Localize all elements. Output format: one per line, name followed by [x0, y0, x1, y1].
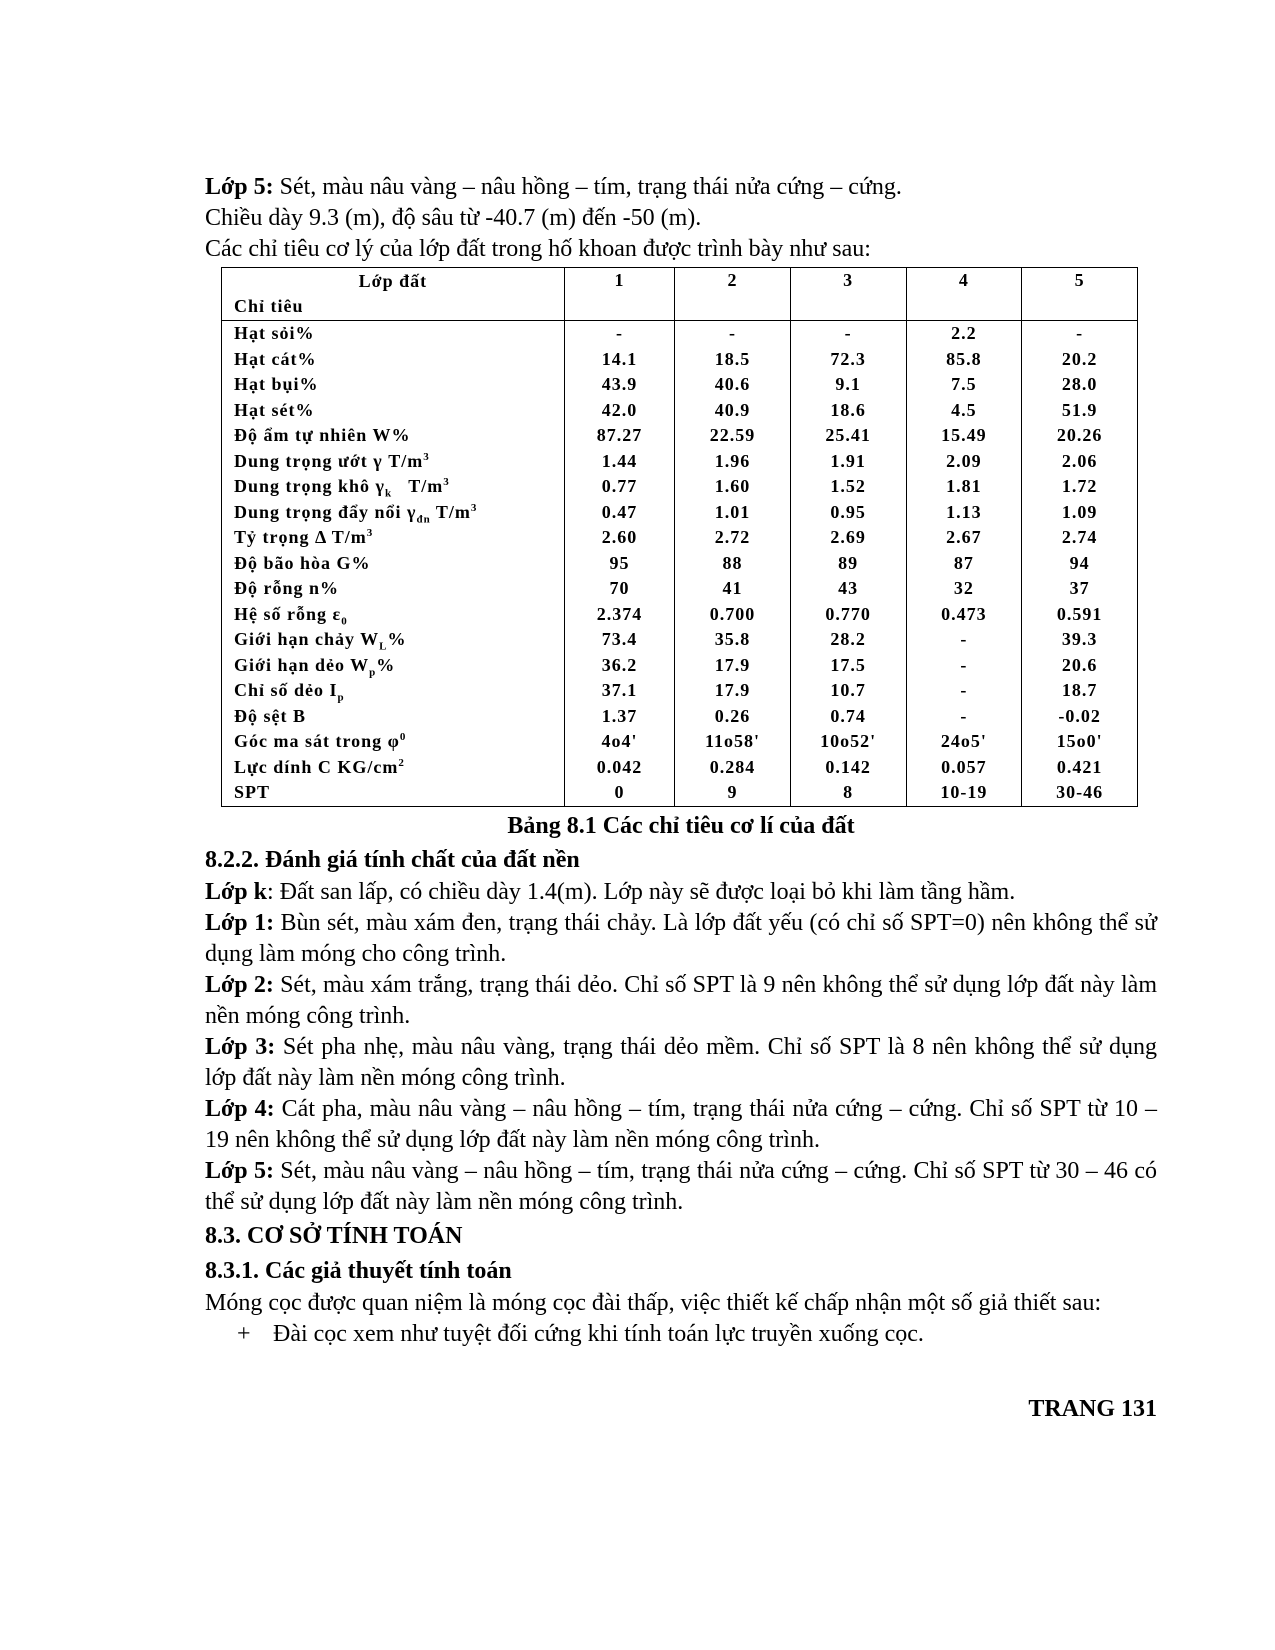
table-row — [222, 678, 1138, 704]
row-label: Độ ẩm tự nhiên W% — [222, 423, 565, 449]
cell-layer-3: 18.6 — [790, 398, 906, 424]
assumption-bullet — [205, 1319, 1157, 1350]
layer-label: Lớp 1: — [205, 909, 275, 936]
layer-text: Bùn sét, màu xám đen, trạng thái chảy. Là lớp đất yếu (có chỉ số SPT=0) nên không thể sử dụng làm móng cho công trình. — [205, 909, 1157, 967]
cell-layer-5: -0.02 — [1022, 704, 1138, 730]
cell-layer-4: 10-19 — [906, 780, 1022, 806]
cell-layer-3: 9.1 — [790, 372, 906, 398]
cell-layer-5: 28.0 — [1022, 372, 1138, 398]
cell-layer-1: 70 — [564, 576, 674, 602]
document-page — [205, 172, 1157, 1350]
cell-layer-1: 37.1 — [564, 678, 674, 704]
table-body — [222, 321, 1138, 807]
cell-layer-5: 1.72 — [1022, 474, 1138, 500]
cell-layer-3: 0.142 — [790, 755, 906, 781]
layer-label: Lớp 4: — [205, 1095, 275, 1122]
cell-layer-3: 0.770 — [790, 602, 906, 628]
layer-paragraph — [205, 1032, 1157, 1094]
table-row — [222, 372, 1138, 398]
row-label: Tỷ trọng Δ $T/m^3$ — [222, 525, 565, 551]
row-label: Hạt sét% — [222, 398, 565, 424]
table-row — [222, 500, 1138, 526]
table-row — [222, 704, 1138, 730]
cell-layer-1: 0.77 — [564, 474, 674, 500]
cell-layer-2: 9 — [675, 780, 791, 806]
cell-layer-4: 4.5 — [906, 398, 1022, 424]
row-label: Độ rỗng n% — [222, 576, 565, 602]
cell-layer-1: 95 — [564, 551, 674, 577]
row-label: Độ sệt B — [222, 704, 565, 730]
layer-text: Sét, màu xám trắng, trạng thái dẻo. Chỉ số SPT là 9 nên không thể sử dụng lớp đất này làm nền móng công trình. — [205, 971, 1157, 1029]
table-row — [222, 474, 1138, 500]
cell-layer-2: 40.9 — [675, 398, 791, 424]
cell-layer-1: 42.0 — [564, 398, 674, 424]
cell-layer-4: 85.8 — [906, 347, 1022, 373]
cell-layer-3: - — [790, 321, 906, 347]
cell-layer-5: 20.6 — [1022, 653, 1138, 679]
page-number: TRANG 131 — [1028, 1396, 1157, 1422]
cell-layer-3: 72.3 — [790, 347, 906, 373]
cell-layer-4: - — [906, 627, 1022, 653]
table-row — [222, 347, 1138, 373]
cell-layer-5: 30-46 — [1022, 780, 1138, 806]
column-header-2: 2 — [675, 268, 791, 321]
row-label: Hệ số rỗng $\varepsilon_0$ — [222, 602, 565, 628]
cell-layer-4: - — [906, 653, 1022, 679]
cell-layer-3: 8 — [790, 780, 906, 806]
cell-layer-4: 0.473 — [906, 602, 1022, 628]
cell-layer-3: 0.74 — [790, 704, 906, 730]
cell-layer-5: 20.26 — [1022, 423, 1138, 449]
cell-layer-5: 18.7 — [1022, 678, 1138, 704]
cell-layer-1: - — [564, 321, 674, 347]
layer-label: Lớp 5: — [205, 1157, 274, 1184]
cell-layer-5: 15o0' — [1022, 729, 1138, 755]
cell-layer-4: 32 — [906, 576, 1022, 602]
cell-layer-3: 10o52' — [790, 729, 906, 755]
table-row — [222, 576, 1138, 602]
cell-layer-2: 17.9 — [675, 653, 791, 679]
cell-layer-2: 1.01 — [675, 500, 791, 526]
table-row — [222, 729, 1138, 755]
table-row — [222, 627, 1138, 653]
cell-layer-5: 2.74 — [1022, 525, 1138, 551]
intro-layer5: Lớp 5: Sét, màu nâu vàng – nâu hồng – tím, trạng thái nửa cứng – cứng. — [205, 174, 902, 200]
table-row — [222, 423, 1138, 449]
cell-layer-5: 39.3 — [1022, 627, 1138, 653]
section-831-paragraph: Móng cọc được quan niệm là móng cọc đài thấp, việc thiết kế chấp nhận một số giả thiết sau: — [205, 1289, 1102, 1316]
layer-paragraph — [205, 877, 1157, 908]
row-label: Độ bão hòa G% — [222, 551, 565, 577]
layer-text: : Đất san lấp, có chiều dày 1.4(m). Lớp này sẽ được loại bỏ khi làm tầng hầm. — [267, 878, 1016, 905]
row-label: Giới hạn dẻo $W_p\%$ — [222, 653, 565, 679]
cell-layer-2: 0.26 — [675, 704, 791, 730]
table-row — [222, 551, 1138, 577]
cell-layer-5: 94 — [1022, 551, 1138, 577]
row-label: Hạt bụi% — [222, 372, 565, 398]
layer-label: Lớp 3: — [205, 1033, 276, 1060]
cell-layer-3: 1.52 — [790, 474, 906, 500]
cell-layer-2: 88 — [675, 551, 791, 577]
intro-thickness: Chiều dày 9.3 (m), độ sâu từ -40.7 (m) đến -50 (m). — [205, 205, 702, 231]
row-label: Chỉ số dẻo $I_p$ — [222, 678, 565, 704]
row-label: Giới hạn chảy $W_L\%$ — [222, 627, 565, 653]
cell-layer-2: 35.8 — [675, 627, 791, 653]
bullet-mark: + — [237, 1320, 251, 1347]
layer-paragraph — [205, 970, 1157, 1032]
layer-text: Sét pha nhẹ, màu nâu vàng, trạng thái dẻo mềm. Chỉ số SPT là 8 nên không thể sử dụng lớp đất này làm nền móng công trình. — [205, 1033, 1158, 1091]
row-label: Dung trọng khô $\gamma_k$ $T/m^3$ — [222, 474, 565, 500]
cell-layer-4: 2.2 — [906, 321, 1022, 347]
row-label: Góc ma sát trong $\varphi^0$ — [222, 729, 565, 755]
cell-layer-4: 1.13 — [906, 500, 1022, 526]
table-row — [222, 653, 1138, 679]
cell-layer-1: 0.042 — [564, 755, 674, 781]
cell-layer-1: 0.47 — [564, 500, 674, 526]
section-822-heading: 8.2.2. Đánh giá tính chất của đất nền — [205, 846, 580, 873]
cell-layer-1: 36.2 — [564, 653, 674, 679]
section-83-heading: 8.3. CƠ SỞ TÍNH TOÁN — [205, 1222, 463, 1249]
cell-layer-4: - — [906, 704, 1022, 730]
cell-layer-2: 17.9 — [675, 678, 791, 704]
cell-layer-5: 51.9 — [1022, 398, 1138, 424]
cell-layer-2: 18.5 — [675, 347, 791, 373]
cell-layer-2: 22.59 — [675, 423, 791, 449]
cell-layer-4: 2.67 — [906, 525, 1022, 551]
table-caption: Bảng 8.1 Các chỉ tiêu cơ lí của đất — [507, 812, 855, 839]
row-label: Hạt cát% — [222, 347, 565, 373]
table-row — [222, 780, 1138, 806]
cell-layer-1: 43.9 — [564, 372, 674, 398]
cell-layer-5: - — [1022, 321, 1138, 347]
cell-layer-5: 2.06 — [1022, 449, 1138, 475]
table-corner-header: Lớp đất Chỉ tiêu — [222, 268, 565, 321]
layer-text: Cát pha, màu nâu vàng – nâu hồng – tím, trạng thái nửa cứng – cứng. Chỉ số SPT từ 10 – 19 nên không thể sử dụng lớp đất này làm nền móng công trình. — [205, 1095, 1158, 1153]
cell-layer-3: 28.2 — [790, 627, 906, 653]
row-label: Lực dính C $KG/cm^2$ — [222, 755, 565, 781]
cell-layer-2: 0.700 — [675, 602, 791, 628]
cell-layer-4: 1.81 — [906, 474, 1022, 500]
cell-layer-1: 0 — [564, 780, 674, 806]
cell-layer-1: 2.60 — [564, 525, 674, 551]
cell-layer-4: 0.057 — [906, 755, 1022, 781]
cell-layer-1: 1.37 — [564, 704, 674, 730]
cell-layer-1: 1.44 — [564, 449, 674, 475]
table-row — [222, 602, 1138, 628]
cell-layer-3: 89 — [790, 551, 906, 577]
layer-text: Sét, màu nâu vàng – nâu hồng – tím, trạng thái nửa cứng – cứng. Chỉ số SPT từ 30 – 46 có thể sử dụng lớp đất này làm nền móng công trình. — [205, 1157, 1157, 1215]
cell-layer-3: 25.41 — [790, 423, 906, 449]
cell-layer-2: 40.6 — [675, 372, 791, 398]
cell-layer-2: 2.72 — [675, 525, 791, 551]
cell-layer-3: 2.69 — [790, 525, 906, 551]
cell-layer-5: 0.591 — [1022, 602, 1138, 628]
row-label: SPT — [222, 780, 565, 806]
layer-paragraph — [205, 1156, 1157, 1218]
column-header-4: 4 — [906, 268, 1022, 321]
table-row — [222, 321, 1138, 347]
cell-layer-5: 37 — [1022, 576, 1138, 602]
cell-layer-2: - — [675, 321, 791, 347]
cell-layer-4: 24o5' — [906, 729, 1022, 755]
cell-layer-4: - — [906, 678, 1022, 704]
cell-layer-4: 2.09 — [906, 449, 1022, 475]
soil-properties-table — [221, 267, 1138, 807]
table-row — [222, 449, 1138, 475]
cell-layer-2: 11o58' — [675, 729, 791, 755]
cell-layer-3: 17.5 — [790, 653, 906, 679]
table-row — [222, 525, 1138, 551]
cell-layer-3: 0.95 — [790, 500, 906, 526]
cell-layer-2: 1.96 — [675, 449, 791, 475]
cell-layer-4: 87 — [906, 551, 1022, 577]
row-label: Hạt sỏi% — [222, 321, 565, 347]
cell-layer-3: 10.7 — [790, 678, 906, 704]
layer-label: Lớp k — [205, 878, 267, 905]
cell-layer-4: 15.49 — [906, 423, 1022, 449]
layer-paragraph — [205, 1094, 1157, 1156]
cell-layer-1: 4o4' — [564, 729, 674, 755]
bullet-text: Đài cọc xem như tuyệt đối cứng khi tính toán lực truyền xuống cọc. — [273, 1320, 924, 1347]
cell-layer-2: 0.284 — [675, 755, 791, 781]
cell-layer-1: 14.1 — [564, 347, 674, 373]
column-header-3: 3 — [790, 268, 906, 321]
cell-layer-1: 73.4 — [564, 627, 674, 653]
row-label: Dung trọng đẩy nổi $\gamma_{đn}$ $T/m^3$ — [222, 500, 565, 526]
cell-layer-1: 2.374 — [564, 602, 674, 628]
layer-paragraph — [205, 908, 1157, 970]
column-header-1: 1 — [564, 268, 674, 321]
layer-descriptions — [205, 877, 1157, 1218]
cell-layer-3: 43 — [790, 576, 906, 602]
cell-layer-1: 87.27 — [564, 423, 674, 449]
table-row — [222, 398, 1138, 424]
row-label: Dung trọng ướt γ $T/m^3$ — [222, 449, 565, 475]
table-row — [222, 755, 1138, 781]
section-831-heading: 8.3.1. Các giả thuyết tính toán — [205, 1257, 512, 1284]
cell-layer-5: 1.09 — [1022, 500, 1138, 526]
cell-layer-5: 20.2 — [1022, 347, 1138, 373]
table-header-row — [222, 268, 1138, 321]
cell-layer-2: 1.60 — [675, 474, 791, 500]
column-header-5: 5 — [1022, 268, 1138, 321]
cell-layer-5: 0.421 — [1022, 755, 1138, 781]
intro-table-lead: Các chỉ tiêu cơ lý của lớp đất trong hố khoan được trình bày như sau: — [205, 236, 871, 262]
layer-label: Lớp 2: — [205, 971, 274, 998]
cell-layer-4: 7.5 — [906, 372, 1022, 398]
cell-layer-3: 1.91 — [790, 449, 906, 475]
cell-layer-2: 41 — [675, 576, 791, 602]
